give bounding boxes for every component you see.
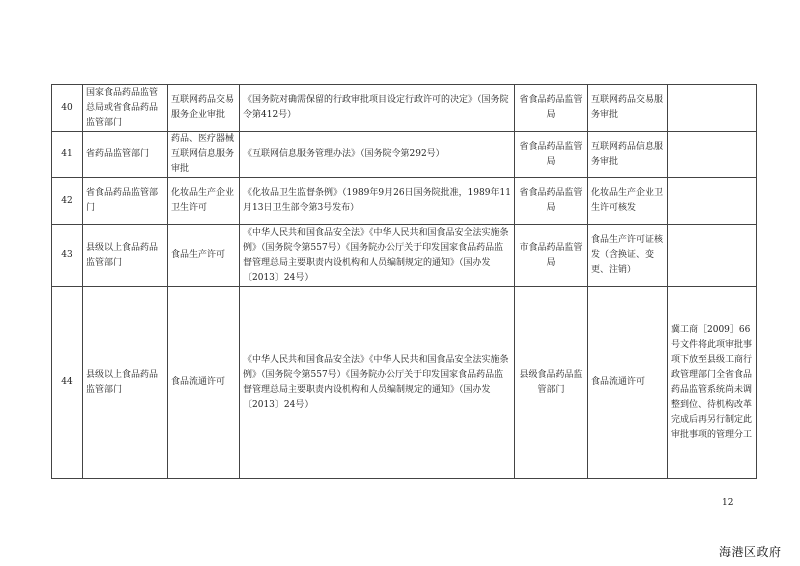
row-number: 41 xyxy=(52,132,83,178)
note-cell: 冀工商［2009］66号文件将此项审批事项下放至县级工商行政管理部门全省食品药品监管系统尚未调整到位、待机构改革完成后再另行制定此审批事项的管理分工 xyxy=(668,287,757,479)
implementer-cell: 省食品药品监管局 xyxy=(515,178,588,225)
note-cell xyxy=(668,132,757,178)
note-cell xyxy=(668,225,757,287)
after-adjust-cell: 化妆品生产企业卫生许可核发 xyxy=(588,178,668,225)
after-adjust-cell: 食品流通许可 xyxy=(588,287,668,479)
table-row xyxy=(52,287,757,479)
row-number: 43 xyxy=(52,225,83,287)
approval-items-table xyxy=(51,84,757,479)
after-adjust-cell: 互联网药品信息服务审批 xyxy=(588,132,668,178)
department-cell: 省食品药品监管部门 xyxy=(83,178,168,225)
department-cell: 国家食品药品监管总局或省食品药品监管部门 xyxy=(83,85,168,132)
item-cell: 食品生产许可 xyxy=(168,225,240,287)
row-number: 40 xyxy=(52,85,83,132)
department-cell: 省药品监管部门 xyxy=(83,132,168,178)
implementer-cell: 市食品药品监管局 xyxy=(515,225,588,287)
row-number: 42 xyxy=(52,178,83,225)
table-row xyxy=(52,225,757,287)
page-number: 12 xyxy=(722,498,734,508)
implementer-cell: 省食品药品监管局 xyxy=(515,85,588,132)
item-cell: 食品流通许可 xyxy=(168,287,240,479)
item-cell: 药品、医疗器械互联网信息服务审批 xyxy=(168,132,240,178)
department-cell: 县级以上食品药品监管部门 xyxy=(83,287,168,479)
basis-cell: 《国务院对确需保留的行政审批项目设定行政许可的决定》（国务院令第412号） xyxy=(240,85,515,132)
basis-cell: 《中华人民共和国食品安全法》《中华人民共和国食品安全法实施条例》（国务院令第557号）《国务院办公厅关于印发国家食品药品监督管理总局主要职责内设机构和人员编制规定的通知》（国办发〔2013〕24号） xyxy=(240,287,515,479)
department-cell: 县级以上食品药品监管部门 xyxy=(83,225,168,287)
basis-cell: 《中华人民共和国食品安全法》《中华人民共和国食品安全法实施条例》（国务院令第557号）《国务院办公厅关于印发国家食品药品监督管理总局主要职责内设机构和人员编制规定的通知》（国办发〔2013〕24号） xyxy=(240,225,515,287)
watermark-text: 海港区政府 xyxy=(719,545,782,559)
item-cell: 化妆品生产企业卫生许可 xyxy=(168,178,240,225)
table-row xyxy=(52,132,757,178)
note-cell xyxy=(668,178,757,225)
item-cell: 互联网药品交易服务企业审批 xyxy=(168,85,240,132)
after-adjust-cell: 食品生产许可证核发（含换证、变更、注销） xyxy=(588,225,668,287)
table-row xyxy=(52,85,757,132)
implementer-cell: 县级食品药品监管部门 xyxy=(515,287,588,479)
note-cell xyxy=(668,85,757,132)
table-row xyxy=(52,178,757,225)
implementer-cell: 省食品药品监管局 xyxy=(515,132,588,178)
after-adjust-cell: 互联网药品交易服务审批 xyxy=(588,85,668,132)
row-number: 44 xyxy=(52,287,83,479)
basis-cell: 《化妆品卫生监督条例》（1989年9月26日国务院批准，1989年11月13日卫生部令第3号发布） xyxy=(240,178,515,225)
basis-cell: 《互联网信息服务管理办法》（国务院令第292号） xyxy=(240,132,515,178)
